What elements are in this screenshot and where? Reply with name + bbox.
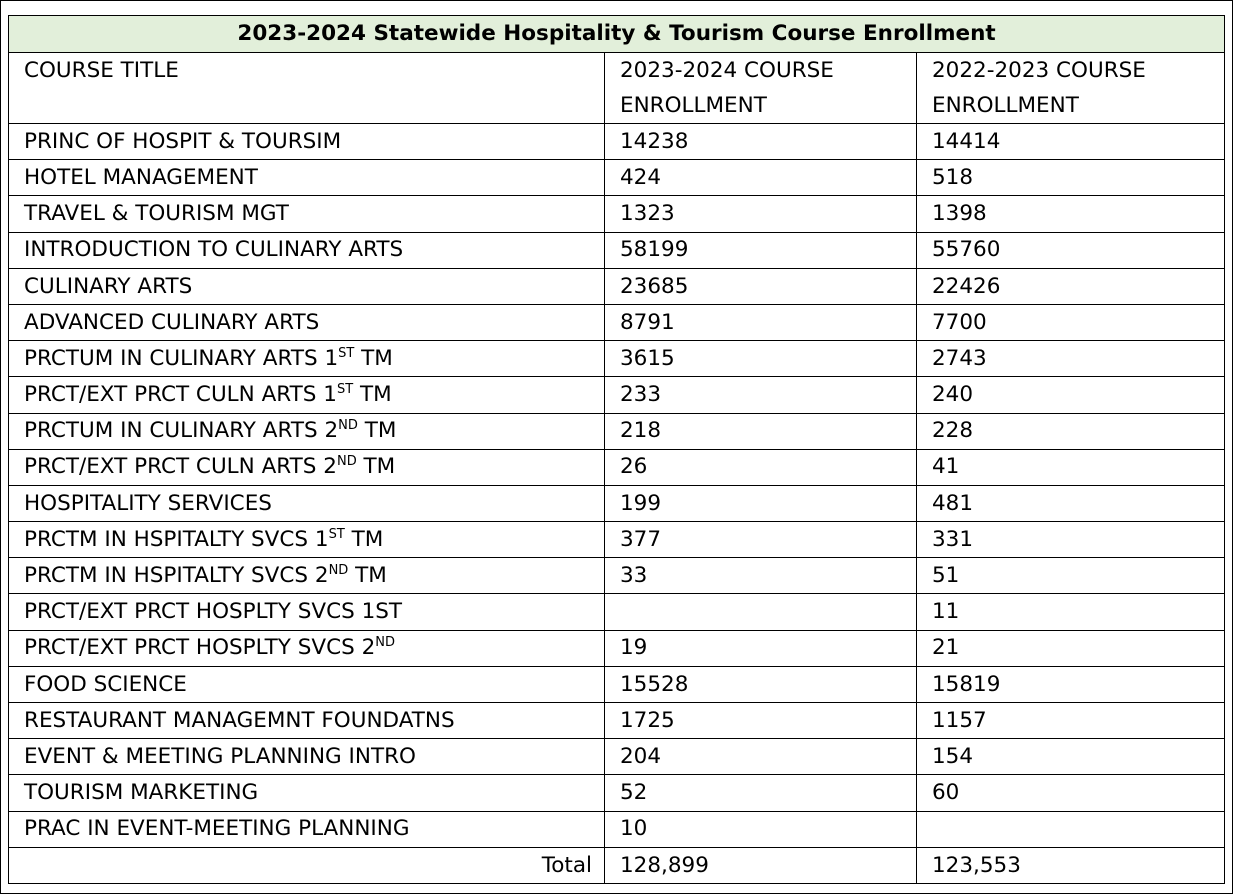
course-title: PRCT/EXT PRCT CULN ARTS 2 [24,454,337,480]
table-row [9,485,1225,521]
header-2023-2024: 2023-2024 COURSE ENROLLMENT [605,53,917,124]
course-title-suffix: TM [354,345,393,371]
course-title: HOSPITALITY SERVICES [24,490,272,516]
enrollment-2022-2023: 60 [917,775,1225,811]
course-title: HOTEL MANAGEMENT [24,164,258,190]
course-title-suffix: TM [344,526,384,552]
course-title: PRINC OF HOSPIT & TOURSIM [24,128,342,154]
enrollment-2023-2024: 218 [605,413,917,449]
enrollment-2022-2023: 1157 [917,703,1225,739]
enrollment-2022-2023: 55760 [917,232,1225,268]
total-2023-2024: 128,899 [605,847,917,883]
course-title-cell [9,124,605,160]
enrollment-2022-2023: 15819 [917,666,1225,702]
enrollment-2022-2023: 51 [917,558,1225,594]
enrollment-2022-2023: 2743 [917,341,1225,377]
course-title: PRAC IN EVENT-MEETING PLANNING [24,816,410,842]
table-row [9,630,1225,666]
course-title-cell [9,775,605,811]
table-row [9,196,1225,232]
enrollment-2022-2023: 22426 [917,268,1225,304]
course-title: CULINARY ARTS [24,273,193,299]
table-title-row [9,16,1225,53]
enrollment-2023-2024: 8791 [605,304,917,340]
course-title-superscript: ND [338,418,358,434]
course-title-suffix: TM [356,454,396,480]
enrollment-2023-2024: 1725 [605,703,917,739]
course-title-suffix: TM [353,382,392,408]
course-title-cell [9,304,605,340]
course-title-cell [9,449,605,485]
enrollment-2023-2024 [605,594,917,630]
table-row [9,775,1225,811]
course-title-cell [9,739,605,775]
course-title: ADVANCED CULINARY ARTS [24,309,320,335]
course-title: PRCTUM IN CULINARY ARTS 2 [24,418,339,444]
course-title: TOURISM MARKETING [24,780,259,806]
table-row [9,522,1225,558]
header-row [9,53,1225,124]
enrollment-2023-2024: 233 [605,377,917,413]
enrollment-2023-2024: 14238 [605,124,917,160]
course-title: EVENT & MEETING PLANNING INTRO [24,743,416,769]
course-title-cell [9,630,605,666]
course-title-cell [9,594,605,630]
course-title: RESTAURANT MANAGEMNT FOUNDATNS [24,707,455,733]
enrollment-2022-2023: 41 [917,449,1225,485]
enrollment-2023-2024: 1323 [605,196,917,232]
course-title-superscript: ND [336,454,357,470]
course-title: PRCTM IN HSPITALTY SVCS 1 [24,526,329,552]
table-row [9,666,1225,702]
table-row [9,811,1225,847]
course-title-cell [9,703,605,739]
table-row [9,341,1225,377]
enrollment-2023-2024: 33 [605,558,917,594]
course-title-suffix: TM [348,563,387,589]
table-row [9,449,1225,485]
enrollment-2022-2023: 518 [917,160,1225,196]
table-row [9,160,1225,196]
course-title-superscript: ST [336,382,354,398]
course-title-superscript: ST [338,345,355,361]
enrollment-2023-2024: 377 [605,522,917,558]
header-course-title: COURSE TITLE [9,53,605,124]
course-title-cell [9,377,605,413]
table-title: 2023-2024 Statewide Hospitality & Tourism Course Enrollment [9,16,1225,53]
course-title: TRAVEL & TOURISM MGT [24,201,289,227]
table-row [9,124,1225,160]
course-title: FOOD SCIENCE [24,671,187,697]
course-title-cell [9,485,605,521]
enrollment-2022-2023: 7700 [917,304,1225,340]
header-2022-2023: 2022-2023 COURSE ENROLLMENT [917,53,1225,124]
enrollment-2023-2024: 199 [605,485,917,521]
course-title-cell [9,666,605,702]
course-title: PRCT/EXT PRCT HOSPLTY SVCS 1ST [24,599,403,625]
course-title-cell [9,811,605,847]
enrollment-table [8,15,1225,884]
enrollment-2023-2024: 15528 [605,666,917,702]
total-label: Total [9,847,605,883]
enrollment-2023-2024: 10 [605,811,917,847]
course-title-superscript: ST [328,526,345,542]
enrollment-2022-2023: 11 [917,594,1225,630]
course-title-cell [9,341,605,377]
course-title-superscript: ND [375,635,396,651]
course-title: PRCT/EXT PRCT CULN ARTS 1 [24,382,337,408]
table-row [9,703,1225,739]
enrollment-2022-2023: 481 [917,485,1225,521]
enrollment-2022-2023: 14414 [917,124,1225,160]
total-row [9,847,1225,883]
course-title-cell [9,522,605,558]
enrollment-2023-2024: 424 [605,160,917,196]
course-title-suffix: TM [357,418,397,444]
enrollment-2023-2024: 58199 [605,232,917,268]
course-title-cell [9,160,605,196]
enrollment-2022-2023: 21 [917,630,1225,666]
enrollment-2023-2024: 26 [605,449,917,485]
table-row [9,268,1225,304]
course-title: PRCTM IN HSPITALTY SVCS 2 [24,563,329,589]
table-row [9,413,1225,449]
course-title-cell [9,196,605,232]
total-2022-2023: 123,553 [917,847,1225,883]
table-row [9,594,1225,630]
course-title: PRCTUM IN CULINARY ARTS 1 [24,345,339,371]
enrollment-2023-2024: 3615 [605,341,917,377]
enrollment-2023-2024: 19 [605,630,917,666]
enrollment-2022-2023: 154 [917,739,1225,775]
course-title: INTRODUCTION TO CULINARY ARTS [24,237,404,263]
course-title-cell [9,232,605,268]
table-row [9,377,1225,413]
course-title: PRCT/EXT PRCT HOSPLTY SVCS 2 [24,635,376,661]
enrollment-2022-2023: 228 [917,413,1225,449]
course-title-superscript: ND [328,563,349,579]
enrollment-2022-2023: 1398 [917,196,1225,232]
course-title-cell [9,413,605,449]
enrollment-2022-2023 [917,811,1225,847]
enrollment-2023-2024: 52 [605,775,917,811]
course-title-cell [9,558,605,594]
table-row [9,232,1225,268]
enrollment-2023-2024: 204 [605,739,917,775]
enrollment-2022-2023: 331 [917,522,1225,558]
enrollment-2022-2023: 240 [917,377,1225,413]
table-row [9,558,1225,594]
enrollment-2023-2024: 23685 [605,268,917,304]
course-title-cell [9,268,605,304]
table-row [9,304,1225,340]
table-row [9,739,1225,775]
